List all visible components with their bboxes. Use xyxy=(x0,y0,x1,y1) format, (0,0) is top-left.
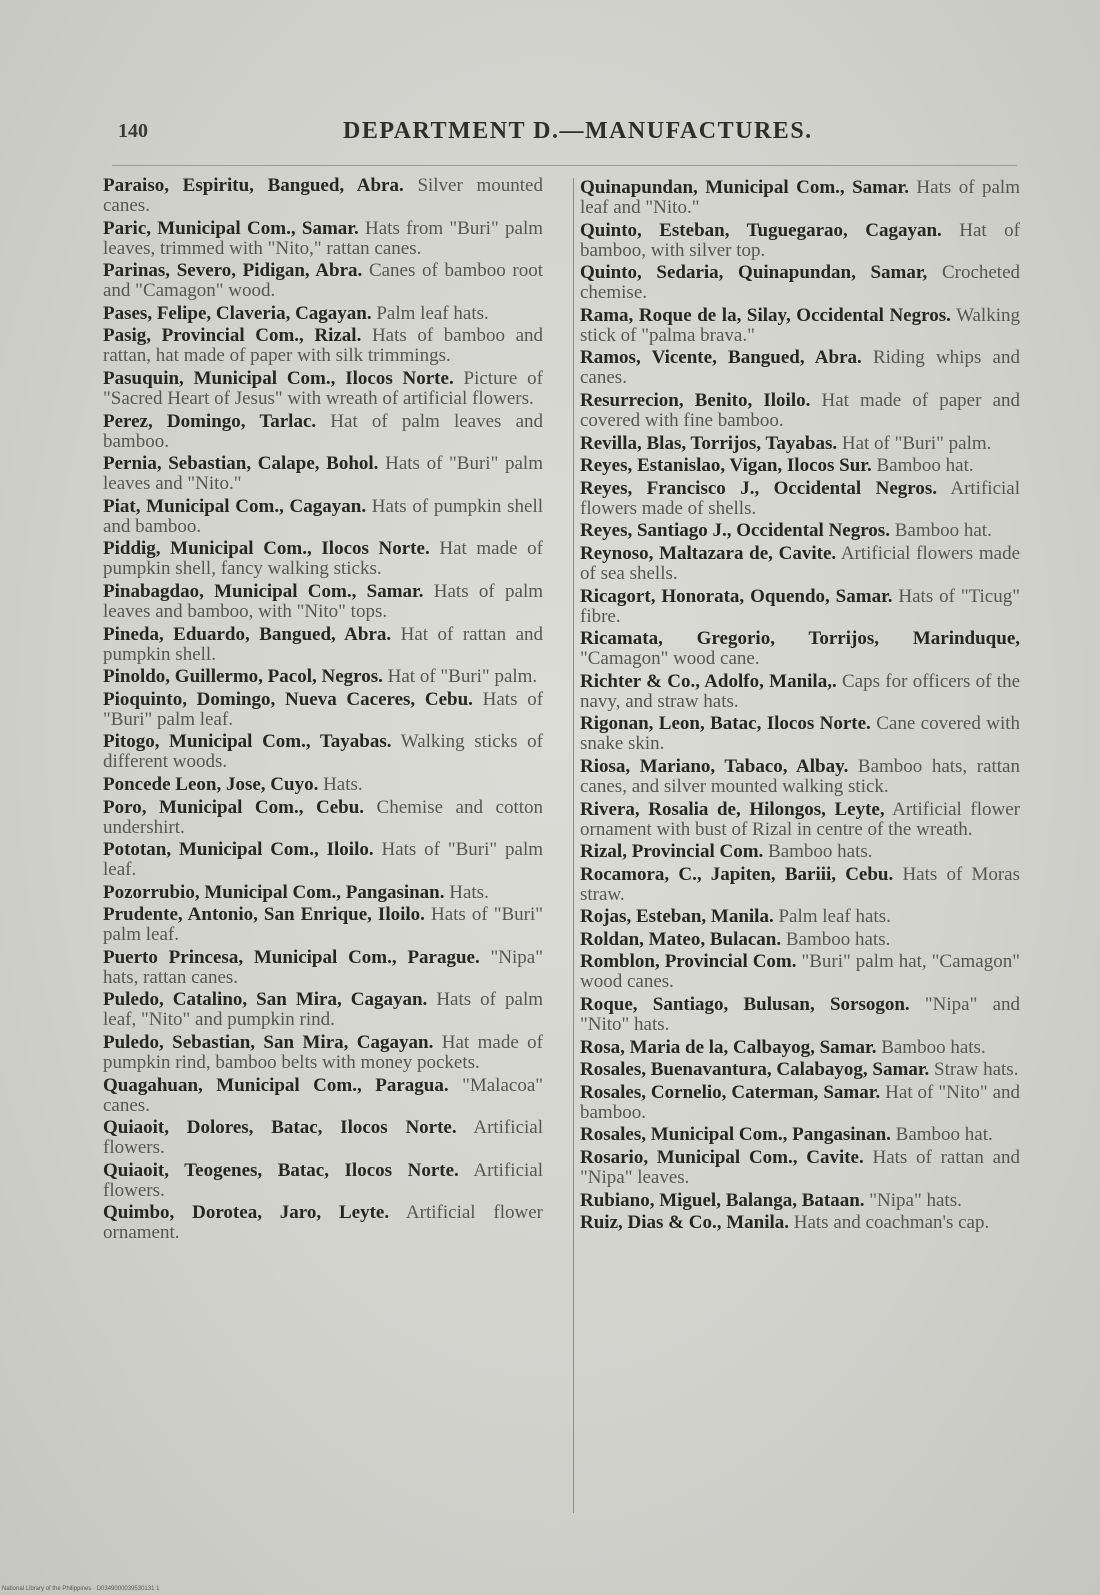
list-item xyxy=(103,582,543,622)
list-item xyxy=(580,865,1020,905)
list-item xyxy=(580,672,1020,712)
list-item xyxy=(103,732,543,772)
exhibitor-name: Puerto Princesa, Municipal Com., Parague. xyxy=(103,946,480,968)
exhibit-description: Hats. xyxy=(323,773,363,795)
list-item xyxy=(580,221,1020,261)
exhibitor-name: Resurrecion, Benito, Iloilo. xyxy=(580,389,811,411)
list-item xyxy=(103,990,543,1030)
exhibit-description: Hats of "Buri" palm leaf. xyxy=(103,904,544,946)
exhibit-description: Caps for officers of the navy, and straw hats. xyxy=(580,670,1021,712)
exhibit-description: Cane covered with snake skin. xyxy=(580,713,1021,755)
list-item xyxy=(103,667,543,687)
list-item xyxy=(103,775,543,795)
exhibit-description: Hat of palm leaves and bamboo. xyxy=(103,410,544,452)
list-item xyxy=(580,629,1020,669)
list-item xyxy=(580,1191,1020,1211)
exhibit-description: "Nipa" and "Nito" hats. xyxy=(580,994,1020,1036)
exhibitor-name: Rojas, Esteban, Manila. xyxy=(580,906,774,928)
exhibitor-name: Quiaoit, Teogenes, Batac, Ilocos Norte. xyxy=(103,1159,459,1181)
exhibitor-name: Quinto, Esteban, Tuguegarao, Cagayan. xyxy=(580,219,942,241)
exhibitor-name: Quinapundan, Municipal Com., Samar. xyxy=(580,177,909,198)
exhibitor-name: Pitogo, Municipal Com., Tayabas. xyxy=(103,731,392,753)
exhibit-description: Riding whips and canes. xyxy=(580,347,1020,389)
exhibitor-name: Reyes, Estanislao, Vigan, Ilocos Sur. xyxy=(580,455,872,477)
exhibitor-name: Revilla, Blas, Torrijos, Tayabas. xyxy=(580,432,838,454)
list-item xyxy=(103,1033,543,1073)
exhibitor-name: Poncede Leon, Jose, Cuyo. xyxy=(103,773,319,795)
exhibitor-name: Perez, Domingo, Tarlac. xyxy=(103,410,317,432)
list-item xyxy=(580,1038,1020,1058)
left-column xyxy=(103,176,543,1246)
list-item xyxy=(580,587,1020,627)
exhibit-description: "Camagon" wood cane. xyxy=(580,648,760,670)
exhibit-description: Crocheted chemise. xyxy=(580,262,1021,304)
exhibit-description: Hats from "Buri" palm leaves, trimmed with "Nito," rattan canes. xyxy=(103,217,543,259)
list-item xyxy=(580,348,1020,388)
exhibit-description: Hats and coachman's cap. xyxy=(793,1212,990,1234)
exhibit-description: Palm leaf hats. xyxy=(778,906,891,928)
header-rule xyxy=(112,165,1017,166)
exhibit-description: "Malacoa" canes. xyxy=(103,1074,544,1116)
exhibit-description: Bamboo hats. xyxy=(768,841,873,863)
exhibit-description: Hats of pumpkin shell and bamboo. xyxy=(103,495,544,537)
exhibitor-name: Rivera, Rosalia de, Hilongos, Leyte, xyxy=(580,798,885,820)
exhibitor-name: Prudente, Antonio, San Enrique, Iloilo. xyxy=(103,904,425,926)
exhibit-description: Palm leaf hats. xyxy=(376,302,489,324)
running-head: DEPARTMENT D.—MANUFACTURES. xyxy=(343,118,813,144)
exhibit-description: Hats of "Buri" palm leaf. xyxy=(103,839,544,881)
exhibitor-name: Puledo, Catalino, San Mira, Cagayan. xyxy=(103,989,428,1011)
exhibit-description: Hat made of pumpkin rind, bamboo belts with money pockets. xyxy=(103,1032,544,1074)
exhibit-description: Bamboo hat. xyxy=(876,455,974,477)
page-header xyxy=(118,118,1008,158)
exhibit-description: Silver mounted canes. xyxy=(103,175,543,216)
list-item xyxy=(580,907,1020,927)
exhibit-description: Bamboo hats. xyxy=(785,928,891,950)
list-item xyxy=(580,306,1020,346)
exhibitor-name: Rubiano, Miguel, Balanga, Bataan. xyxy=(580,1189,865,1211)
exhibitor-name: Pasuquin, Municipal Com., Ilocos Norte. xyxy=(103,367,454,389)
exhibitor-name: Paraiso, Espiritu, Bangued, Abra. xyxy=(103,175,404,196)
exhibitor-name: Pototan, Municipal Com., Iloilo. xyxy=(103,839,374,861)
exhibit-description: Hat of "Nito" and bamboo. xyxy=(580,1081,1021,1123)
exhibitor-name: Pioquinto, Domingo, Nueva Caceres, Cebu. xyxy=(103,688,473,710)
exhibit-description: Bamboo hat. xyxy=(894,520,992,542)
exhibitor-name: Riosa, Mariano, Tabaco, Albay. xyxy=(580,755,849,777)
exhibitor-name: Reyes, Santiago J., Occidental Negros. xyxy=(580,520,890,542)
exhibitor-name: Rosales, Cornelio, Caterman, Samar. xyxy=(580,1081,881,1103)
list-item xyxy=(103,690,543,730)
exhibit-description: Hat of "Buri" palm. xyxy=(841,432,992,454)
list-item xyxy=(580,757,1020,797)
list-item xyxy=(103,326,543,366)
list-item xyxy=(580,521,1020,541)
list-item xyxy=(580,178,1020,218)
list-item xyxy=(580,800,1020,840)
footer-credit: National Library of the Philippines · D0349000039530131 1 xyxy=(2,1586,160,1592)
list-item xyxy=(580,995,1020,1035)
list-item xyxy=(103,948,543,988)
exhibit-description: Hats of palm leaf and "Nito." xyxy=(580,177,1020,218)
exhibit-description: "Buri" palm hat, "Camagon" wood canes. xyxy=(580,951,1020,993)
exhibitor-name: Ramos, Vicente, Bangued, Abra. xyxy=(580,347,862,369)
exhibitor-name: Quinto, Sedaria, Quinapundan, Samar, xyxy=(580,262,928,284)
exhibit-description: Bamboo hats, rattan canes, and silver mounted walking stick. xyxy=(580,755,1020,797)
exhibit-description: Hat of "Buri" palm. xyxy=(387,666,538,688)
exhibit-description: Hats of "Buri" palm leaf. xyxy=(103,688,544,730)
list-item xyxy=(103,883,543,903)
exhibit-description: Walking sticks of different woods. xyxy=(103,731,543,773)
list-item xyxy=(103,176,543,216)
exhibit-description: Hat made of paper and covered with fine bamboo. xyxy=(580,389,1020,431)
exhibitor-name: Pases, Felipe, Claveria, Cagayan. xyxy=(103,302,372,324)
exhibitor-name: Puledo, Sebastian, San Mira, Cagayan. xyxy=(103,1032,434,1054)
exhibitor-name: Paric, Municipal Com., Samar. xyxy=(103,217,359,239)
list-item xyxy=(580,479,1020,519)
exhibit-description: Chemise and cotton undershirt. xyxy=(103,796,544,838)
exhibit-description: Canes of bamboo root and "Camagon" wood. xyxy=(103,260,544,302)
exhibitor-name: Quagahuan, Municipal Com., Paragua. xyxy=(103,1074,449,1096)
exhibitor-name: Pasig, Provincial Com., Rizal. xyxy=(103,325,362,347)
list-item xyxy=(103,219,543,259)
list-item xyxy=(103,412,543,452)
exhibit-description: Hats of rattan and "Nipa" leaves. xyxy=(580,1147,1020,1189)
right-column xyxy=(573,178,1020,1513)
list-item xyxy=(103,1203,543,1243)
exhibitor-name: Ricagort, Honorata, Oquendo, Samar. xyxy=(580,585,893,607)
exhibitor-name: Ruiz, Dias & Co., Manila. xyxy=(580,1212,789,1234)
exhibitor-name: Rigonan, Leon, Batac, Ilocos Norte. xyxy=(580,713,871,735)
exhibit-description: Hats of "Ticug" fibre. xyxy=(580,585,1020,627)
exhibit-description: Hats of bamboo and rattan, hat made of paper with silk trimmings. xyxy=(103,325,543,367)
list-item xyxy=(103,454,543,494)
exhibitor-name: Pozorrubio, Municipal Com., Pangasinan. xyxy=(103,881,445,903)
list-item xyxy=(580,434,1020,454)
exhibit-description: Artificial flowers. xyxy=(103,1117,543,1159)
exhibitor-name: Pernia, Sebastian, Calape, Bohol. xyxy=(103,453,379,475)
exhibit-description: Hat made of pumpkin shell, fancy walking sticks. xyxy=(103,538,544,580)
exhibitor-name: Quiaoit, Dolores, Batac, Ilocos Norte. xyxy=(103,1117,457,1139)
list-item xyxy=(580,1083,1020,1123)
list-item xyxy=(103,798,543,838)
list-item xyxy=(103,539,543,579)
list-item xyxy=(580,952,1020,992)
exhibit-description: Artificial flowers. xyxy=(103,1159,543,1201)
exhibitor-name: Roldan, Mateo, Bulacan. xyxy=(580,928,782,950)
exhibitor-name: Pinabagdao, Municipal Com., Samar. xyxy=(103,580,424,602)
exhibitor-name: Rosales, Municipal Com., Pangasinan. xyxy=(580,1124,891,1146)
list-item xyxy=(103,369,543,409)
list-item xyxy=(580,1125,1020,1145)
list-item xyxy=(580,391,1020,431)
exhibitor-name: Piddig, Municipal Com., Ilocos Norte. xyxy=(103,538,430,560)
exhibitor-name: Poro, Municipal Com., Cebu. xyxy=(103,796,365,818)
exhibitor-name: Reyes, Francisco J., Occidental Negros. xyxy=(580,477,937,499)
page-number: 140 xyxy=(118,120,148,142)
exhibitor-name: Rosa, Maria de la, Calbayog, Samar. xyxy=(580,1036,877,1058)
list-item xyxy=(103,840,543,880)
exhibitor-name: Romblon, Provincial Com. xyxy=(580,951,797,973)
list-item xyxy=(103,1076,543,1116)
exhibit-description: Hats of palm leaf, "Nito" and pumpkin rind. xyxy=(103,989,543,1031)
exhibit-description: Artificial flower ornament. xyxy=(103,1202,543,1244)
list-item xyxy=(580,842,1020,862)
list-item xyxy=(580,1060,1020,1080)
exhibitor-name: Roque, Santiago, Bulusan, Sorsogon. xyxy=(580,994,910,1016)
list-item xyxy=(103,1118,543,1158)
exhibit-description: Artificial flowers made of sea shells. xyxy=(580,542,1021,584)
exhibit-description: "Nipa" hats, rattan canes. xyxy=(103,946,543,988)
exhibitor-name: Rocamora, C., Japiten, Bariii, Cebu. xyxy=(580,863,894,885)
list-item xyxy=(103,261,543,301)
list-item xyxy=(580,456,1020,476)
exhibit-description: Bamboo hats. xyxy=(881,1036,986,1058)
exhibitor-name: Rizal, Provincial Com. xyxy=(580,841,764,863)
list-item xyxy=(580,544,1020,584)
exhibit-description: Artificial flowers made of shells. xyxy=(580,477,1020,519)
exhibit-description: Hats of Moras straw. xyxy=(580,863,1021,905)
exhibit-description: Straw hats. xyxy=(934,1059,1019,1081)
list-item xyxy=(580,1213,1020,1233)
exhibitor-name: Rosario, Municipal Com., Cavite. xyxy=(580,1147,864,1169)
exhibit-description: Hat of rattan and pumpkin shell. xyxy=(103,623,543,665)
exhibit-description: Hats. xyxy=(449,881,489,903)
list-item xyxy=(103,304,543,324)
exhibit-description: Artificial flower ornament with bust of Rizal in centre of the wreath. xyxy=(580,798,1020,840)
list-item xyxy=(103,905,543,945)
exhibit-description: Bamboo hat. xyxy=(895,1124,993,1146)
exhibitor-name: Pineda, Eduardo, Bangued, Abra. xyxy=(103,623,392,645)
exhibitor-name: Rosales, Buenavantura, Calabayog, Samar. xyxy=(580,1059,930,1081)
exhibit-description: "Nipa" hats. xyxy=(869,1189,962,1211)
exhibit-description: Walking stick of "palma brava." xyxy=(580,304,1020,346)
list-item xyxy=(103,1161,543,1201)
exhibit-description: Hats of palm leaves and bamboo, with "Nito" tops. xyxy=(103,580,543,622)
exhibitor-name: Pinoldo, Guillermo, Pacol, Negros. xyxy=(103,666,383,688)
exhibitor-name: Rama, Roque de la, Silay, Occidental Negros. xyxy=(580,304,951,326)
exhibitor-name: Parinas, Severo, Pidigan, Abra. xyxy=(103,260,363,282)
list-item xyxy=(580,263,1020,303)
exhibit-description: Picture of "Sacred Heart of Jesus" with wreath of artificial flowers. xyxy=(103,367,543,409)
list-item xyxy=(580,930,1020,950)
list-item xyxy=(580,1148,1020,1188)
list-item xyxy=(103,497,543,537)
exhibitor-name: Ricamata, Gregorio, Torrijos, Marinduque, xyxy=(580,628,1020,650)
exhibitor-name: Quimbo, Dorotea, Jaro, Leyte. xyxy=(103,1202,390,1224)
exhibitor-name: Reynoso, Maltazara de, Cavite. xyxy=(580,542,837,564)
list-item xyxy=(103,625,543,665)
exhibit-description: Hats of "Buri" palm leaves and "Nito." xyxy=(103,453,543,495)
list-item xyxy=(580,714,1020,754)
exhibitor-name: Piat, Municipal Com., Cagayan. xyxy=(103,495,367,517)
exhibitor-name: Richter & Co., Adolfo, Manila,. xyxy=(580,670,837,692)
exhibit-description: Hat of bamboo, with silver top. xyxy=(580,219,1021,261)
